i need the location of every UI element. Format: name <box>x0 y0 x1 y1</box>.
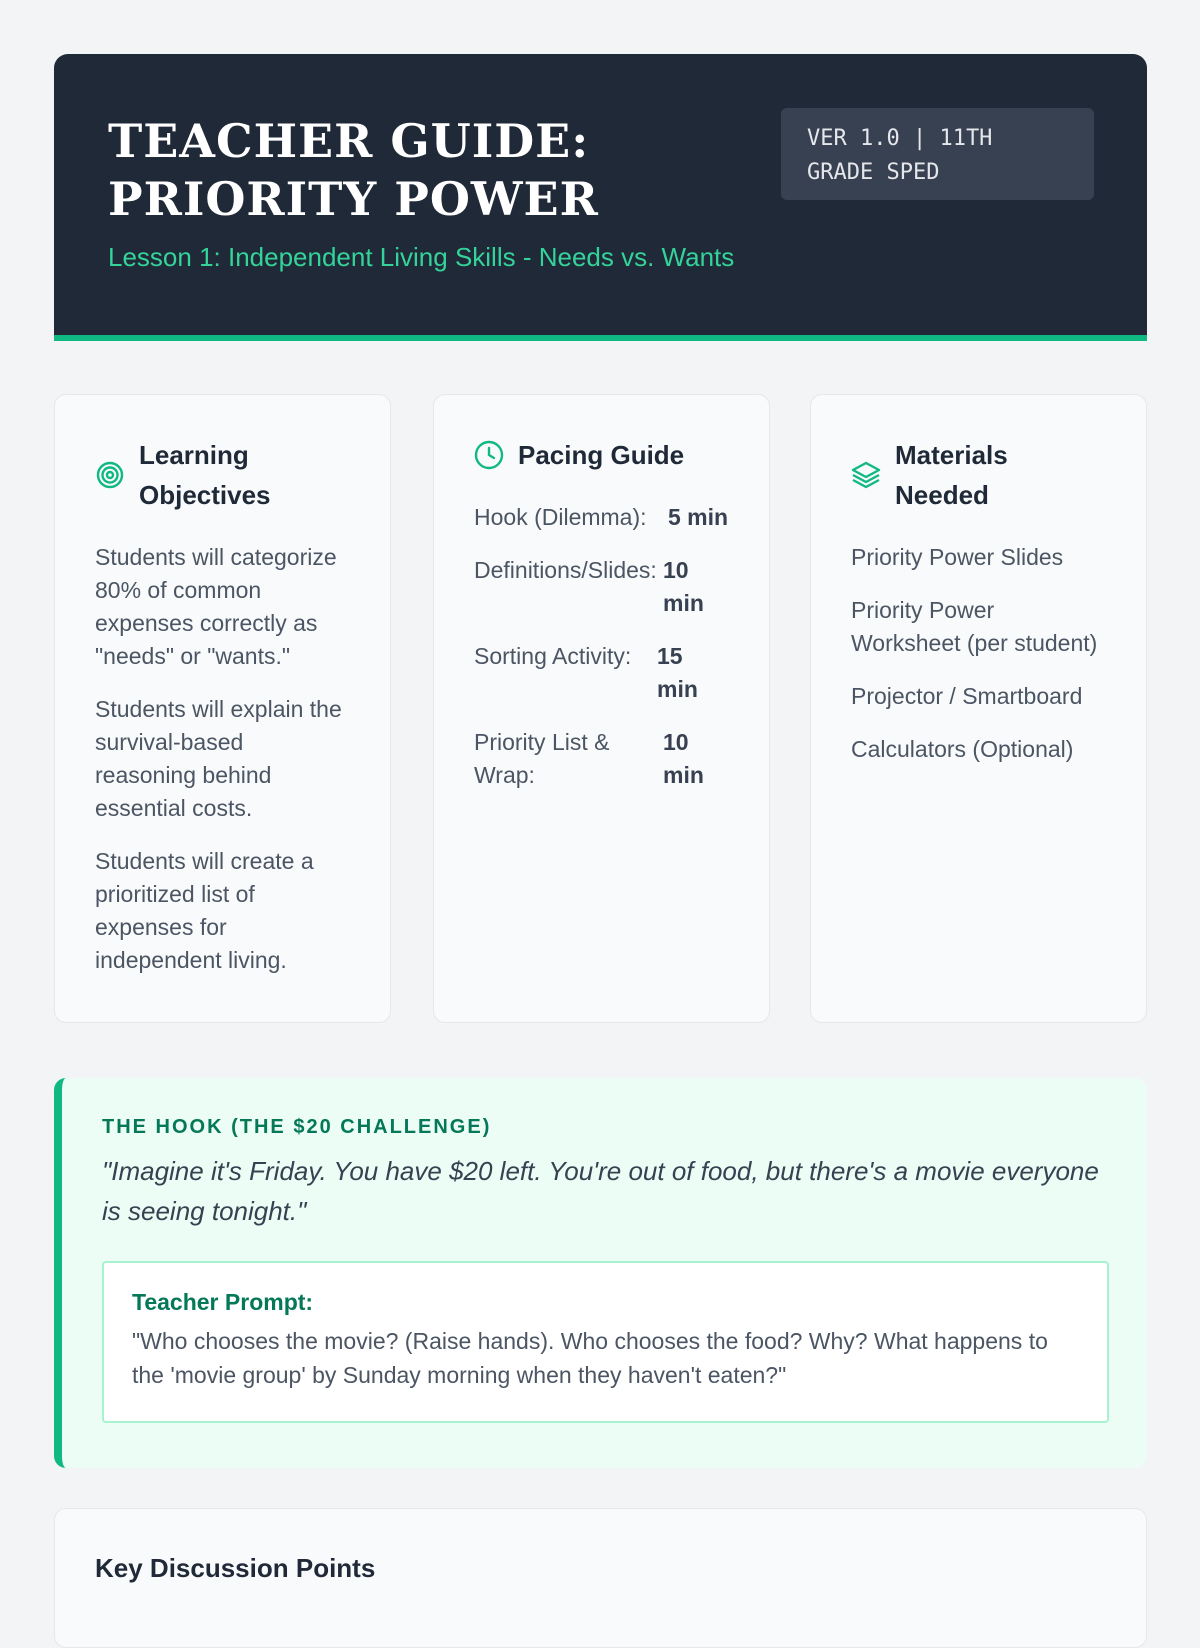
teacher-prompt-text: "Who chooses the movie? (Raise hands). Who chooses the food? Why? What happens to the 'movie group' by Sunday morning when they haven't eaten?" <box>132 1328 1048 1388</box>
list-item: Students will create a prioritized list of expenses for independent living. <box>95 848 314 973</box>
pacing-label: Priority List & Wrap: <box>474 729 610 788</box>
materials-needed-card <box>810 394 1147 1023</box>
list-item: Calculators (Optional) <box>851 736 1074 762</box>
card-title: Pacing Guide <box>518 440 685 470</box>
version-badge: VER 1.0 | 11TH GRADE SPED <box>781 108 1094 200</box>
discussion-section <box>54 1508 1147 1648</box>
card-title: Materials Needed <box>895 440 1008 510</box>
page-title: TEACHER GUIDE: PRIORITY POWER <box>108 114 599 226</box>
card-header <box>851 435 1106 515</box>
materials-list <box>851 541 1106 766</box>
pacing-guide-card <box>433 394 770 1023</box>
discussion-title: Key Discussion Points <box>95 1553 376 1583</box>
hook-heading: THE HOOK (THE $20 CHALLENGE) <box>102 1116 492 1138</box>
objectives-list <box>95 541 350 977</box>
list-item: Projector / Smartboard <box>851 683 1083 709</box>
pacing-value: 10 min <box>663 557 704 616</box>
list-item: Priority Power Worksheet (per student) <box>851 597 1098 656</box>
learning-objectives-card <box>54 394 391 1023</box>
pacing-row <box>474 640 729 706</box>
pacing-list <box>474 501 729 792</box>
target-icon <box>95 460 125 490</box>
pacing-value: 5 min <box>668 504 729 530</box>
pacing-label: Hook (Dilemma): <box>474 504 647 530</box>
card-header <box>95 435 350 515</box>
list-item: Priority Power Slides <box>851 544 1064 570</box>
pacing-label: Definitions/Slides: <box>474 557 657 583</box>
pacing-value: 15 min <box>657 643 698 702</box>
pacing-value: 10 min <box>663 729 704 788</box>
list-item: Students will explain the survival-based reasoning behind essential costs. <box>95 696 342 821</box>
pacing-row <box>474 726 729 792</box>
list-item: Students will categorize 80% of common expenses correctly as "needs" or "wants." <box>95 544 337 669</box>
teacher-prompt-label: Teacher Prompt: <box>132 1289 314 1315</box>
hook-section <box>54 1078 1147 1468</box>
card-header <box>474 435 729 475</box>
card-title: Learning Objectives <box>139 440 271 510</box>
hook-quote: "Imagine it's Friday. You have $20 left. You're out of food, but there's a movie everyone is seeing tonight." <box>102 1156 1099 1226</box>
pacing-label: Sorting Activity: <box>474 643 632 669</box>
pacing-row <box>474 554 729 620</box>
clock-icon <box>474 440 504 470</box>
pacing-row <box>474 501 729 534</box>
lesson-subtitle: Lesson 1: Independent Living Skills - Needs vs. Wants <box>108 242 735 272</box>
teacher-prompt-box <box>102 1261 1109 1423</box>
guide-header <box>54 54 1147 341</box>
layers-icon <box>851 460 881 490</box>
